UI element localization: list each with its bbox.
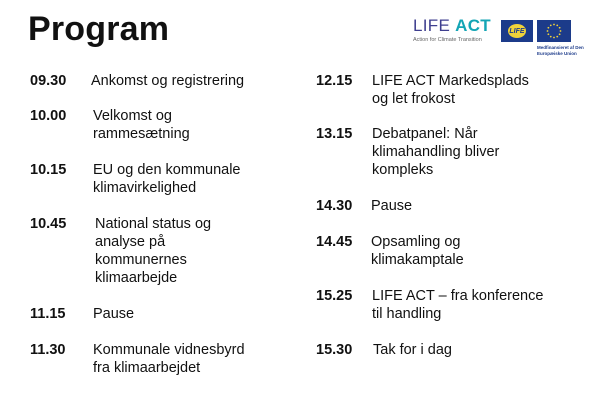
schedule-time: 10.15 [30,162,67,178]
eu-star-icon [547,33,549,35]
schedule-time: 11.30 [30,342,66,358]
schedule-desc: Kommunale vidnesbyrd fra klimaarbejdet [93,342,245,376]
schedule-desc: Velkomst og rammesætning [93,108,190,142]
schedule-desc: Opsamling og klimakamptale [371,234,464,268]
page-title: Program [28,10,170,48]
schedule-desc: EU og den kommunale klimavirkelighed [93,162,241,196]
eu-star-icon [553,37,555,39]
eu-star-icon [553,24,555,26]
schedule-desc: Tak for i dag [373,342,452,358]
eu-flag-icon [537,20,571,42]
eu-stars-icon [539,21,569,41]
eu-star-icon [547,30,549,32]
schedule-time: 13.15 [316,126,353,142]
schedule-desc: Pause [93,306,135,322]
eu-star-icon [556,36,558,38]
life-programme-logo [501,20,533,42]
schedule-time: 10.45 [30,216,67,232]
life-act-logo [413,16,497,43]
logo-word-act: ACT [455,16,491,35]
schedule-time: 15.25 [316,288,353,304]
eu-star-icon [547,27,549,29]
eu-star-icon [550,24,552,26]
logo-tagline: Action for Climate Transition [413,37,482,43]
logo-word-life: LIFE [413,16,451,35]
schedule-desc: LIFE ACT Markedsplads og let frokost [372,73,529,107]
schedule-desc: Ankomst og registrering [91,73,245,89]
eu-star-icon [556,24,558,26]
schedule-time: 10.00 [30,108,67,124]
schedule-desc: Pause [371,198,413,214]
schedule-time: 14.45 [316,234,353,250]
eu-star-icon [560,30,562,32]
schedule-time: 09.30 [30,73,67,89]
logo-area [413,16,585,66]
schedule-desc: LIFE ACT – fra konference til handling [372,288,544,322]
eu-star-icon [559,33,561,35]
schedule-desc: National status og analyse på kommunernes klimaarbejde [95,216,212,286]
life-emblem-text: LIFE [509,27,525,35]
eu-star-icon [559,27,561,29]
schedule-time: 14.30 [316,198,353,214]
schedule-time: 11.15 [30,306,66,322]
schedule-time: 15.30 [316,342,353,358]
eu-star-icon [550,36,552,38]
eu-cofunded-text: Medfinansieret af Den Europæiske Union [537,45,584,56]
schedule-desc: Debatpanel: Når klimahandling bliver kompleks [372,126,500,178]
schedule-time: 12.15 [316,73,353,89]
